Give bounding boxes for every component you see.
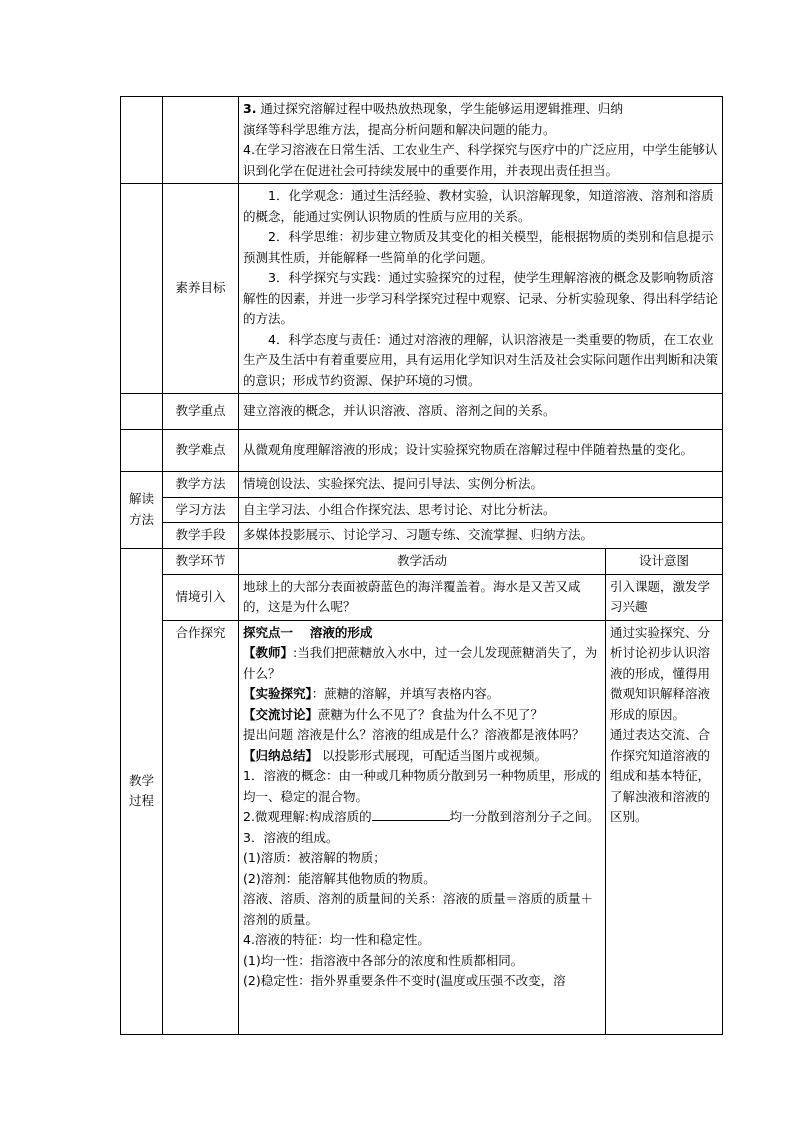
interpretation-methods-label: 解读方法 [121, 472, 163, 549]
method-label: 教学手段 [163, 523, 239, 549]
intro-activity: 地球上的大部分表面被蔚蓝色的海洋覆盖着。海水是又苦又咸的，这是为什么呢？ [239, 574, 606, 620]
mass-relation: 溶液、溶质、溶剂的质量间的关系：溶液的质量＝溶质的质量＋溶剂的质量。 [243, 891, 594, 927]
summary-prompt: 【归纳总结】 以投影形式展现，可配适当图片或视频。 [243, 747, 547, 763]
empty-group-cell [121, 430, 163, 472]
literacy-item-2: 2．科学思维：初步建立物质及其变化的相关模型，能根据物质的类别和信息提示预测其性质，并能解释一些简单的化学问题。 [243, 229, 714, 265]
intent-2: 通过表达交流、合作探究知道溶液的组成和基本特征，了解浊液和溶液的区别。 [610, 727, 711, 824]
difficulty-label: 教学难点 [163, 430, 239, 472]
method-label: 教学方法 [163, 472, 239, 498]
key-point-label: 教学重点 [163, 394, 239, 430]
empty-group-cell [121, 97, 163, 184]
experiment-prompt: 【实验探究】：蔗糖的溶解，并填写表格内容。 [243, 686, 500, 701]
literacy-item-3: 3．科学探究与实践：通过实验探究的过程，使学生理解溶液的概念及影响物质溶解性的因素，并进一步学习科学探究过程中观察、记录、分析实验现象、得出科学结论的方法。 [243, 270, 719, 326]
teaching-process-label: 教学过程 [121, 548, 163, 1034]
header-activity: 教学活动 [239, 548, 606, 574]
method-label: 学习方法 [163, 497, 239, 523]
method-text: 多媒体投影展示、讨论学习、习题专练、交流掌握、归纳方法。 [239, 523, 723, 549]
explore-stage: 合作探究 [163, 620, 239, 1034]
goals-continued [239, 97, 723, 184]
key-point-text: 建立溶液的概念，并认识溶液、溶质、溶剂之间的关系。 [239, 394, 723, 430]
explore-intent [606, 620, 723, 1034]
lesson-plan-table [120, 96, 722, 1024]
literacy-goals-label: 素养目标 [163, 184, 239, 394]
difficulty-text: 从微观角度理解溶液的形成；设计实验探究物质在溶解过程中伴随着热量的变化。 [239, 430, 723, 472]
goal-3-line-b: 演绎等科学思维方法，提高分析问题和解决问题的能力。 [243, 121, 556, 137]
goal-3-line-a: 3. 通过探究溶解过程中吸热放热现象，学生能够运用逻辑推理、归纳 [243, 101, 623, 116]
method-text: 自主学习法、小组合作探究法、思考讨论、对比分析法。 [239, 497, 723, 523]
header-intent: 设计意图 [606, 548, 723, 574]
intro-stage: 情境引入 [163, 574, 239, 620]
header-stage: 教学环节 [163, 548, 239, 574]
literacy-item-4: 4．科学态度与责任：通过对溶液的理解，认识溶液是一类重要的物质，在工农业生产及生活中有着重要应用，具有运用化学知识对生活及社会实际问题作出判断和决策的意识；形成节约资源、保护环境的习惯。 [243, 331, 719, 388]
stability-def: (2)稳定性：指外界重要条件不变时(温度或压强不改变，溶 [243, 973, 566, 988]
discussion-prompt: 【交流讨论】蔗糖为什么不见了？食盐为什么不见了？ [243, 706, 544, 722]
empty-label-cell [163, 97, 239, 184]
uniformity-def: (1)均一性：指溶液中各部分的浓度和性质都相同。 [243, 952, 524, 968]
fill-blank [372, 808, 450, 821]
empty-group-cell [121, 394, 163, 430]
solute-def: (1)溶质：被溶解的物质； [243, 850, 386, 865]
empty-group-cell [121, 184, 163, 394]
micro-understanding: 2.微观理解:构成溶质的 均一分散到溶剂分子之间。 [243, 809, 600, 824]
solution-concept: 1．溶液的概念：由一种或几种物质分散到另一种物质里，形成的均一、稳定的混合物。 [243, 768, 601, 804]
question-prompt: 提出问题 溶液是什么？溶液的组成是什么？溶液都是液体吗？ [243, 727, 585, 742]
goal-4: 4.在学习溶液在日常生活、工农业生产、科学探究与医疗中的广泛应用，中学生能够认识到化学在促进社会可持续发展中的重要作用，并表现出责任担当。 [243, 142, 718, 178]
solvent-def: (2)溶剂：能溶解其他物质的物质。 [243, 870, 436, 886]
explore-activity [239, 620, 606, 1034]
features-heading: 4.溶液的特征：均一性和稳定性。 [243, 932, 430, 947]
intent-1: 通过实验探究、分析讨论初步认识溶液的形成，懂得用微观知识解释溶液形成的原因。 [610, 624, 711, 722]
method-text: 情境创设法、实验探究法、提问引导法、实例分析法。 [239, 472, 723, 498]
literacy-item-1: 1．化学观念：通过生活经验、教材实验，认识溶解现象，知道溶液、溶剂和溶质的概念，能通过实例认识物质的性质与应用的关系。 [243, 188, 714, 224]
intro-intent: 引入课题，激发学习兴趣 [606, 574, 723, 620]
explore-title: 探究点一 溶液的形成 [243, 624, 373, 640]
composition-heading: 3．溶液的组成。 [243, 829, 339, 845]
literacy-goals-content [239, 184, 723, 394]
teacher-prompt: 【教师】:当我们把蔗糖放入水中，过一会儿发现蔗糖消失了，为什么？ [243, 645, 598, 681]
